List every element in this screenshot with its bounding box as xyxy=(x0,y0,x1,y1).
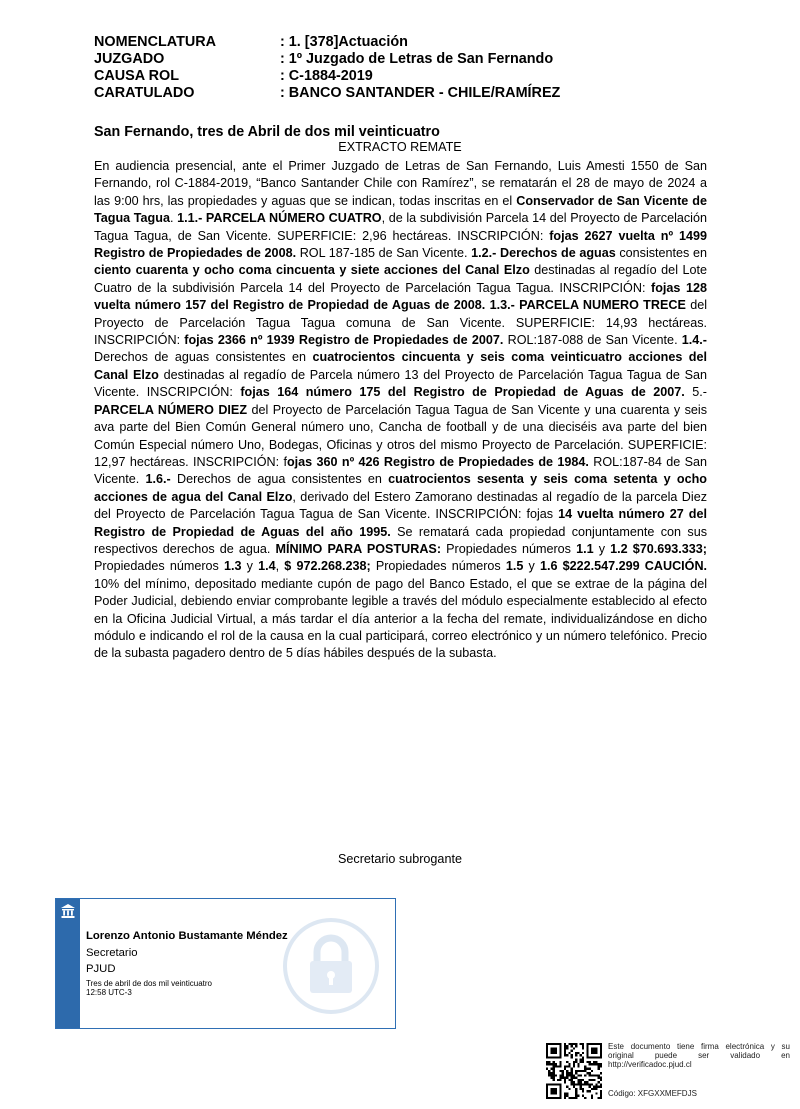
body-bold-run: ciento cuarenta y ocho coma cincuenta y siete acciones del Canal Elzo xyxy=(94,263,530,278)
body-run: y xyxy=(593,541,611,556)
body-bold-run: 1.3 xyxy=(224,559,242,574)
body-run: , derivado del Estero Zamorano destinadas al regadío de la parcela Diez del Proyecto de Parcelación Tagua Tagua de San Vicente. INSCRIPCIÓN: fojas xyxy=(94,489,707,522)
body-bold-run: PARCELA NÚMERO DIEZ xyxy=(94,402,248,417)
header-label: CAUSA ROL xyxy=(94,68,180,84)
body-run: y xyxy=(523,559,540,574)
verification-code: Código: XFGXXMEFDJS xyxy=(608,1089,697,1098)
body-run: Derechos de aguas consistentes en xyxy=(94,350,313,365)
body-bold-run: fojas 2627 vuelta nº 1499 Registro de Propiedades de 2008. xyxy=(94,228,707,261)
body-bold-run: 1.4 xyxy=(258,559,276,574)
body-bold-run: fojas 164 número 175 del Registro de Propiedad de Aguas de 2007. xyxy=(240,385,685,400)
body-run: Propiedades números xyxy=(94,559,225,574)
lock-icon xyxy=(281,916,381,1016)
body-run: y xyxy=(241,559,259,574)
body-run: Propiedades números xyxy=(441,541,577,556)
header-row-juzgado xyxy=(94,51,714,68)
header-row-caratulado xyxy=(94,85,714,102)
body-run: ROL:187-84 de San Vicente. xyxy=(94,454,707,487)
body-run: ROL 187-185 de San Vicente. xyxy=(296,246,472,261)
body-bold-run: $ 972.268.238; xyxy=(284,559,371,574)
header-row-causa-rol xyxy=(94,68,714,85)
body-run: del Proyecto de Parcelación Tagua Tagua de San Vicente y una cuarenta y seis ava parte del Bien Común General número uno, Cancha de football y de una dieciséis ava parte del bien Común Especial número Uno, Bodegas, Oficinas y otros del mismo Proyecto de Parcelación. SUPERFICIE: 12,97 hectáreas. INSCRIPCIÓN: f xyxy=(94,402,707,469)
body-bold-run: 1.4.- xyxy=(681,333,707,348)
body-run: 10% del mínimo, depositado mediante cupón de pago del Banco Estado, el que se extrae de la página del Poder Judicial, debiendo enviar comprobante legible a través del módulo especialmente establecido al efecto en la Oficina Judicial Virtual, a más tardar el día anterior a la fecha del remate, individualizándose en dicho módulo e indicando el rol de la causa en la cual participará, correo electrónico y un número telefónico. Precio de la subasta pagadero dentro de 5 días hábiles después de la subasta. xyxy=(94,576,707,661)
body-run: , de la subdivisión Parcela 14 del Proyecto de Parcelación Tagua Tagua, de San Vicente. SUPERFICIE: 2,96 hectáreas. INSCRIPCIÓN: xyxy=(94,211,707,243)
signature-box xyxy=(55,898,396,1029)
signature-date: Tres de abril de dos mil veinticuatro xyxy=(86,979,212,988)
body-run: , xyxy=(275,559,285,574)
header-label: NOMENCLATURA xyxy=(94,34,217,50)
body-bold-run: 1.1.- PARCELA NÚMERO CUATRO xyxy=(177,211,382,226)
body-run: Propiedades números xyxy=(370,559,506,574)
body-bold-run: cuatrocientos cincuenta y seis coma veinticuatro acciones del Canal Elzo xyxy=(94,350,707,382)
body-bold-run: 14 vuelta número 27 del Registro de Propiedad de Aguas del año 1995. xyxy=(94,507,707,539)
signer-role: Secretario xyxy=(86,947,138,959)
verification-text: Este documento tiene firma electrónica y su original puede ser validado en http://verificadoc.pjud.cl xyxy=(608,1042,790,1070)
header-value: : C-1884-2019 xyxy=(280,68,373,84)
body-bold-run: 1.2 $70.693.333; xyxy=(610,541,707,556)
body-bold-run: 1.6.- xyxy=(145,472,171,487)
signature-timestamp xyxy=(86,979,286,997)
signer-name: Lorenzo Antonio Bustamante Méndez xyxy=(86,930,288,942)
body-bold-run: fojas 128 vuelta número 157 del Registro de Propiedad de Aguas de 2008. xyxy=(94,280,707,313)
header-label: CARATULADO xyxy=(94,85,195,101)
body-bold-run: 1.1 xyxy=(576,541,594,556)
body-bold-run: 1.6 $222.547.299 CAUCIÓN. xyxy=(539,559,708,574)
body-bold-run: ojas 360 nº 426 Registro de Propiedades de 1984. xyxy=(286,454,589,469)
body-run: destinadas al regadío de Parcela número 13 del Proyecto de Parcelación Tagua Tagua de San Vicente. INSCRIPCIÓN: xyxy=(94,367,707,400)
header-value: : 1. [378]Actuación xyxy=(280,34,408,50)
header-label: JUZGADO xyxy=(94,51,165,67)
body-run: Se rematará cada propiedad conjuntamente con sus respectivos derechos de agua. xyxy=(94,524,707,556)
header-value: : 1º Juzgado de Letras de San Fernando xyxy=(280,51,554,67)
qr-code xyxy=(546,1043,602,1099)
body-bold-run: fojas 2366 nº 1939 Registro de Propiedades de 2007. xyxy=(184,333,504,348)
body-run: . xyxy=(169,211,178,226)
body-bold-run: cuatrocientos sesenta y seis coma setenta y ocho acciones de agua del Canal Elzo xyxy=(94,472,707,504)
body-run: consistentes en xyxy=(615,246,707,261)
signature-accent-bar xyxy=(56,899,80,1028)
header-row-nomenclatura xyxy=(94,34,714,51)
signature-time: 12:58 UTC-3 xyxy=(86,988,132,997)
body-bold-run: 1.5 xyxy=(505,559,524,574)
header-value: : BANCO SANTANDER - CHILE/RAMÍREZ xyxy=(280,85,561,101)
body-bold-run: Conservador de San Vicente de Tagua Tagua xyxy=(94,193,707,226)
signer-title: Secretario subrogante xyxy=(338,852,462,866)
case-header xyxy=(94,34,714,102)
body-text xyxy=(94,158,707,663)
body-run: ROL:187-088 de San Vicente. xyxy=(503,333,682,348)
date-line: San Fernando, tres de Abril de dos mil veinticuatro xyxy=(94,124,440,140)
body-run: 5.- xyxy=(684,385,707,400)
body-run: del Proyecto de Parcelación Tagua Tagua comuna de San Vicente. SUPERFICIE: 14,93 hectáreas. INSCRIPCIÓN: xyxy=(94,298,707,348)
extract-title: EXTRACTO REMATE xyxy=(338,140,462,154)
body-bold-run: 1.2.- Derechos de aguas xyxy=(471,246,616,261)
body-run: Derechos de agua consistentes en xyxy=(170,472,389,487)
body-bold-run: MÍNIMO PARA POSTURAS: xyxy=(275,541,442,556)
body-run: En audiencia presencial, ante el Primer Juzgado de Letras de San Fernando, Luis Amesti 1550 de San Fernando, rol C-1884-2019, “Banco Santander Chile con Ramírez”, se rematarán el 28 de mayo de 2024 a las 9:00 hrs, las propiedades y aguas que se indican, todas inscritas en el xyxy=(94,159,707,208)
body-bold-run: 1.3.- PARCELA NUMERO TRECE xyxy=(489,298,686,313)
courthouse-icon xyxy=(60,903,76,919)
signer-org: PJUD xyxy=(86,963,116,975)
body-run: destinadas al regadío del Lote Cuatro de la subdivisión Parcela 14 del Proyecto de Parcelación Tagua Tagua. INSCRIPCIÓN: xyxy=(94,263,707,295)
